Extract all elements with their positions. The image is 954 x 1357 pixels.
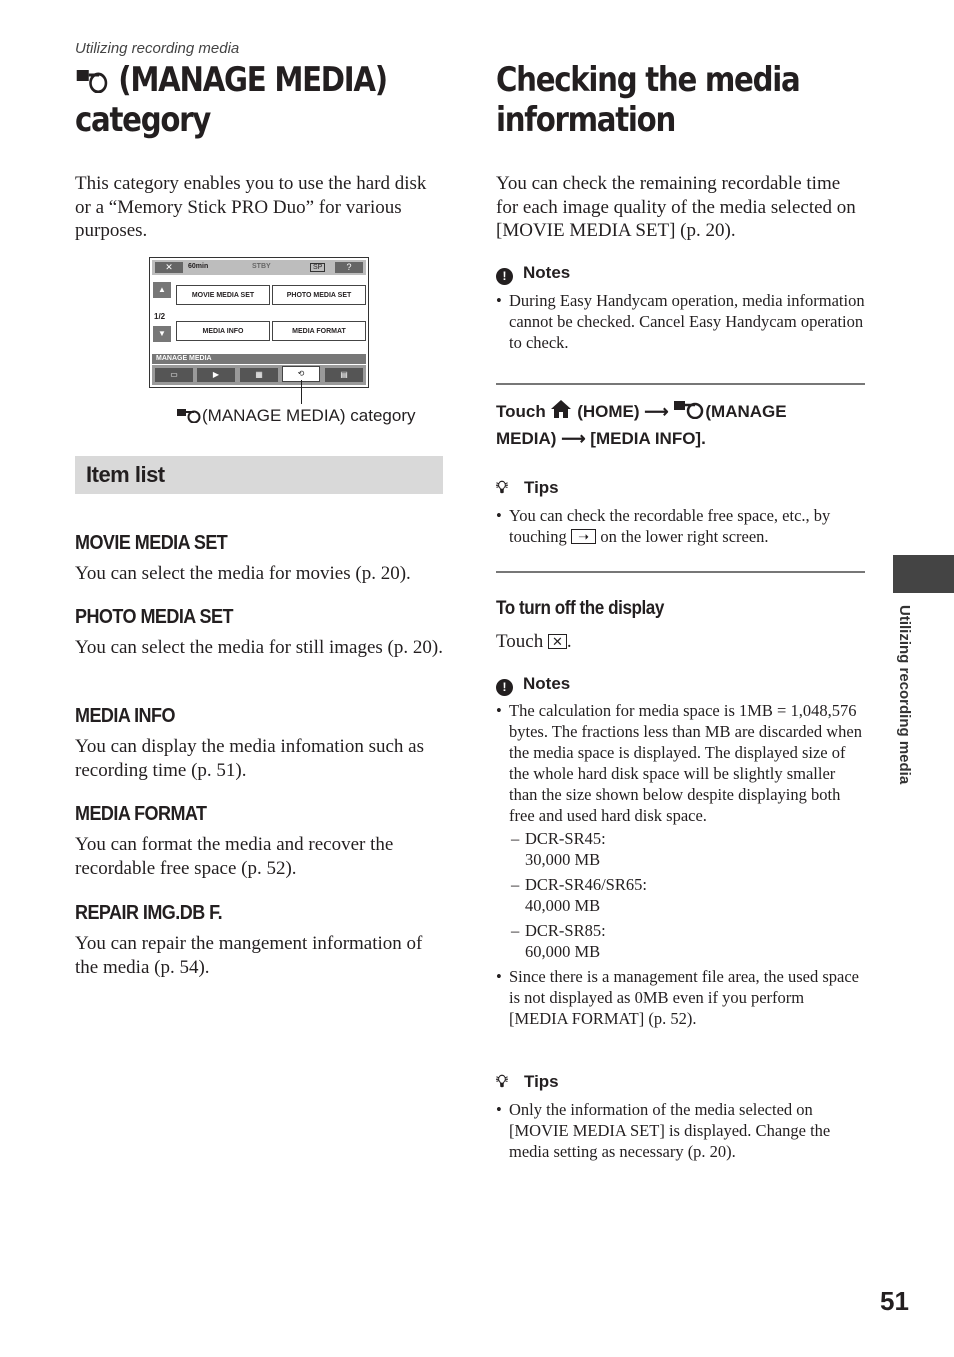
category-bar: MANAGE MEDIA bbox=[152, 354, 366, 364]
manage-media-icon bbox=[176, 406, 202, 425]
turn-off-text: Touch ✕ . bbox=[496, 631, 572, 652]
arrow-right-icon: ⟶ bbox=[644, 402, 669, 421]
edit-tab-icon[interactable]: ▦ bbox=[240, 368, 278, 382]
item-desc: You can display the media infomation such as recording time (p. 51). bbox=[75, 736, 424, 781]
movie-media-set-button[interactable]: MOVIE MEDIA SET bbox=[176, 285, 270, 305]
touch-instruction: Touch (HOME) ⟶ (MANAGE MEDIA) ⟶ [MEDIA INFO]. bbox=[496, 402, 787, 448]
item-heading: MEDIA FORMAT bbox=[75, 803, 207, 825]
model-item: – DCR-SR46/SR65: 40,000 MB bbox=[509, 874, 866, 916]
list-item: • You can check the recordable free space, etc., by touching ➝ on the lower right screen. bbox=[496, 505, 866, 547]
page-title-right bbox=[496, 60, 946, 140]
right-title-line2: information bbox=[496, 100, 675, 140]
model-list bbox=[509, 828, 866, 962]
divider bbox=[496, 383, 865, 385]
notes-list-1 bbox=[496, 290, 866, 357]
item-desc: You can repair the mangement information of the media (p. 54). bbox=[75, 933, 423, 978]
photo-media-set-button[interactable]: PHOTO MEDIA SET bbox=[272, 285, 366, 305]
lcd-top-bar bbox=[152, 260, 366, 275]
item-heading: MEDIA INFO bbox=[75, 705, 175, 727]
list-item: • The calculation for media space is 1MB = 1,048,576 bytes. The fractions less than MB are discarded when the media space is displayed. The displayed size of the whole hard disk space will be slightly smaller than the size shown below despite displaying both free and used hard disk space. – DCR-SR45: 30,000 MB – DCR-SR46/SR65: 40,000 MB – DCR-SR85: 60,000 MB bbox=[496, 700, 866, 962]
running-head: Utilizing recording media bbox=[75, 40, 240, 57]
left-intro: This category enables you to use the hard disk or a “Memory Stick PRO Duo” for various purposes. bbox=[75, 173, 427, 241]
media-info-button[interactable]: MEDIA INFO bbox=[176, 321, 270, 341]
lightbulb-icon: 💡︎ bbox=[496, 1072, 508, 1091]
page-title-left bbox=[75, 60, 505, 140]
lcd-screen-illustration bbox=[149, 257, 369, 388]
tips-heading: 💡︎ Tips bbox=[496, 1072, 559, 1091]
model-item: – DCR-SR85: 60,000 MB bbox=[509, 920, 866, 962]
scroll-down-button[interactable]: ▼ bbox=[153, 326, 171, 342]
side-tab bbox=[893, 555, 954, 593]
list-item: • During Easy Handycam operation, media information cannot be checked. Cancel Easy Handycam operation to check. bbox=[496, 290, 866, 353]
close-icon: ✕ bbox=[548, 634, 567, 649]
item-desc: You can select the media for movies (p. 20). bbox=[75, 563, 411, 584]
item-desc: You can select the media for still images (p. 20). bbox=[75, 637, 443, 658]
playback-tab-icon[interactable]: ▶ bbox=[197, 368, 235, 382]
item-desc: You can format the media and recover the recordable free space (p. 52). bbox=[75, 834, 394, 879]
arrow-right-icon: ⟶ bbox=[561, 429, 586, 448]
stby-indicator: STBY bbox=[252, 263, 271, 270]
manage-media-tab-icon[interactable]: ⟲ bbox=[282, 366, 320, 382]
notes-icon: ! bbox=[496, 268, 513, 285]
scroll-up-button[interactable]: ▲ bbox=[153, 282, 171, 298]
sp-indicator: SP bbox=[310, 263, 325, 272]
notes-heading: ! Notes bbox=[496, 674, 570, 696]
left-title-line2: category bbox=[75, 100, 211, 140]
item-heading: MOVIE MEDIA SET bbox=[75, 532, 228, 554]
callout-label: (MANAGE MEDIA) category bbox=[176, 406, 416, 426]
help-button[interactable]: ? bbox=[335, 262, 363, 273]
divider bbox=[496, 571, 865, 573]
turn-off-heading: To turn off the display bbox=[496, 598, 664, 619]
model-item: – DCR-SR45: 30,000 MB bbox=[509, 828, 866, 870]
manage-media-icon bbox=[75, 60, 109, 100]
page-number: 51 bbox=[880, 1286, 909, 1316]
list-item: • Only the information of the media selected on [MOVIE MEDIA SET] is displayed. Change the media setting as necessary (p. 20). bbox=[496, 1099, 866, 1162]
side-tab-label: Utilizing recording media bbox=[896, 605, 913, 785]
category-tab-bar bbox=[152, 365, 366, 385]
close-icon[interactable]: ✕ bbox=[155, 262, 183, 273]
tips-list-1 bbox=[496, 505, 866, 551]
item-list-title: Item list bbox=[86, 462, 165, 487]
battery-indicator: 60min bbox=[188, 263, 209, 270]
item-heading: REPAIR IMG.DB F. bbox=[75, 902, 223, 924]
home-icon bbox=[550, 402, 572, 421]
item-heading: PHOTO MEDIA SET bbox=[75, 606, 233, 628]
list-item: • Since there is a management file area, the used space is not displayed as 0MB even if you perform [MEDIA FORMAT] (p. 52). bbox=[496, 966, 866, 1029]
page-indicator: 1/2 bbox=[154, 312, 166, 321]
manage-media-icon bbox=[673, 402, 705, 421]
notes-list-2 bbox=[496, 700, 866, 1033]
notes-heading: ! Notes bbox=[496, 263, 570, 285]
media-format-button[interactable]: MEDIA FORMAT bbox=[272, 321, 366, 341]
settings-tab-icon[interactable]: ▤ bbox=[325, 368, 363, 382]
tips-list-2 bbox=[496, 1099, 866, 1166]
camera-tab-icon[interactable]: ▭ bbox=[155, 368, 193, 382]
right-intro: You can check the remaining recordable time for each image quality of the media selected on [MOVIE MEDIA SET] (p. 20). bbox=[496, 173, 856, 241]
callout-line bbox=[301, 380, 302, 404]
right-title-line1: Checking the media bbox=[496, 60, 800, 100]
notes-icon: ! bbox=[496, 679, 513, 696]
lightbulb-icon: 💡︎ bbox=[496, 478, 508, 497]
arrow-button-icon: ➝ bbox=[571, 529, 596, 544]
left-title-line1: (MANAGE MEDIA) bbox=[118, 60, 387, 100]
tips-heading: 💡︎ Tips bbox=[496, 478, 559, 497]
